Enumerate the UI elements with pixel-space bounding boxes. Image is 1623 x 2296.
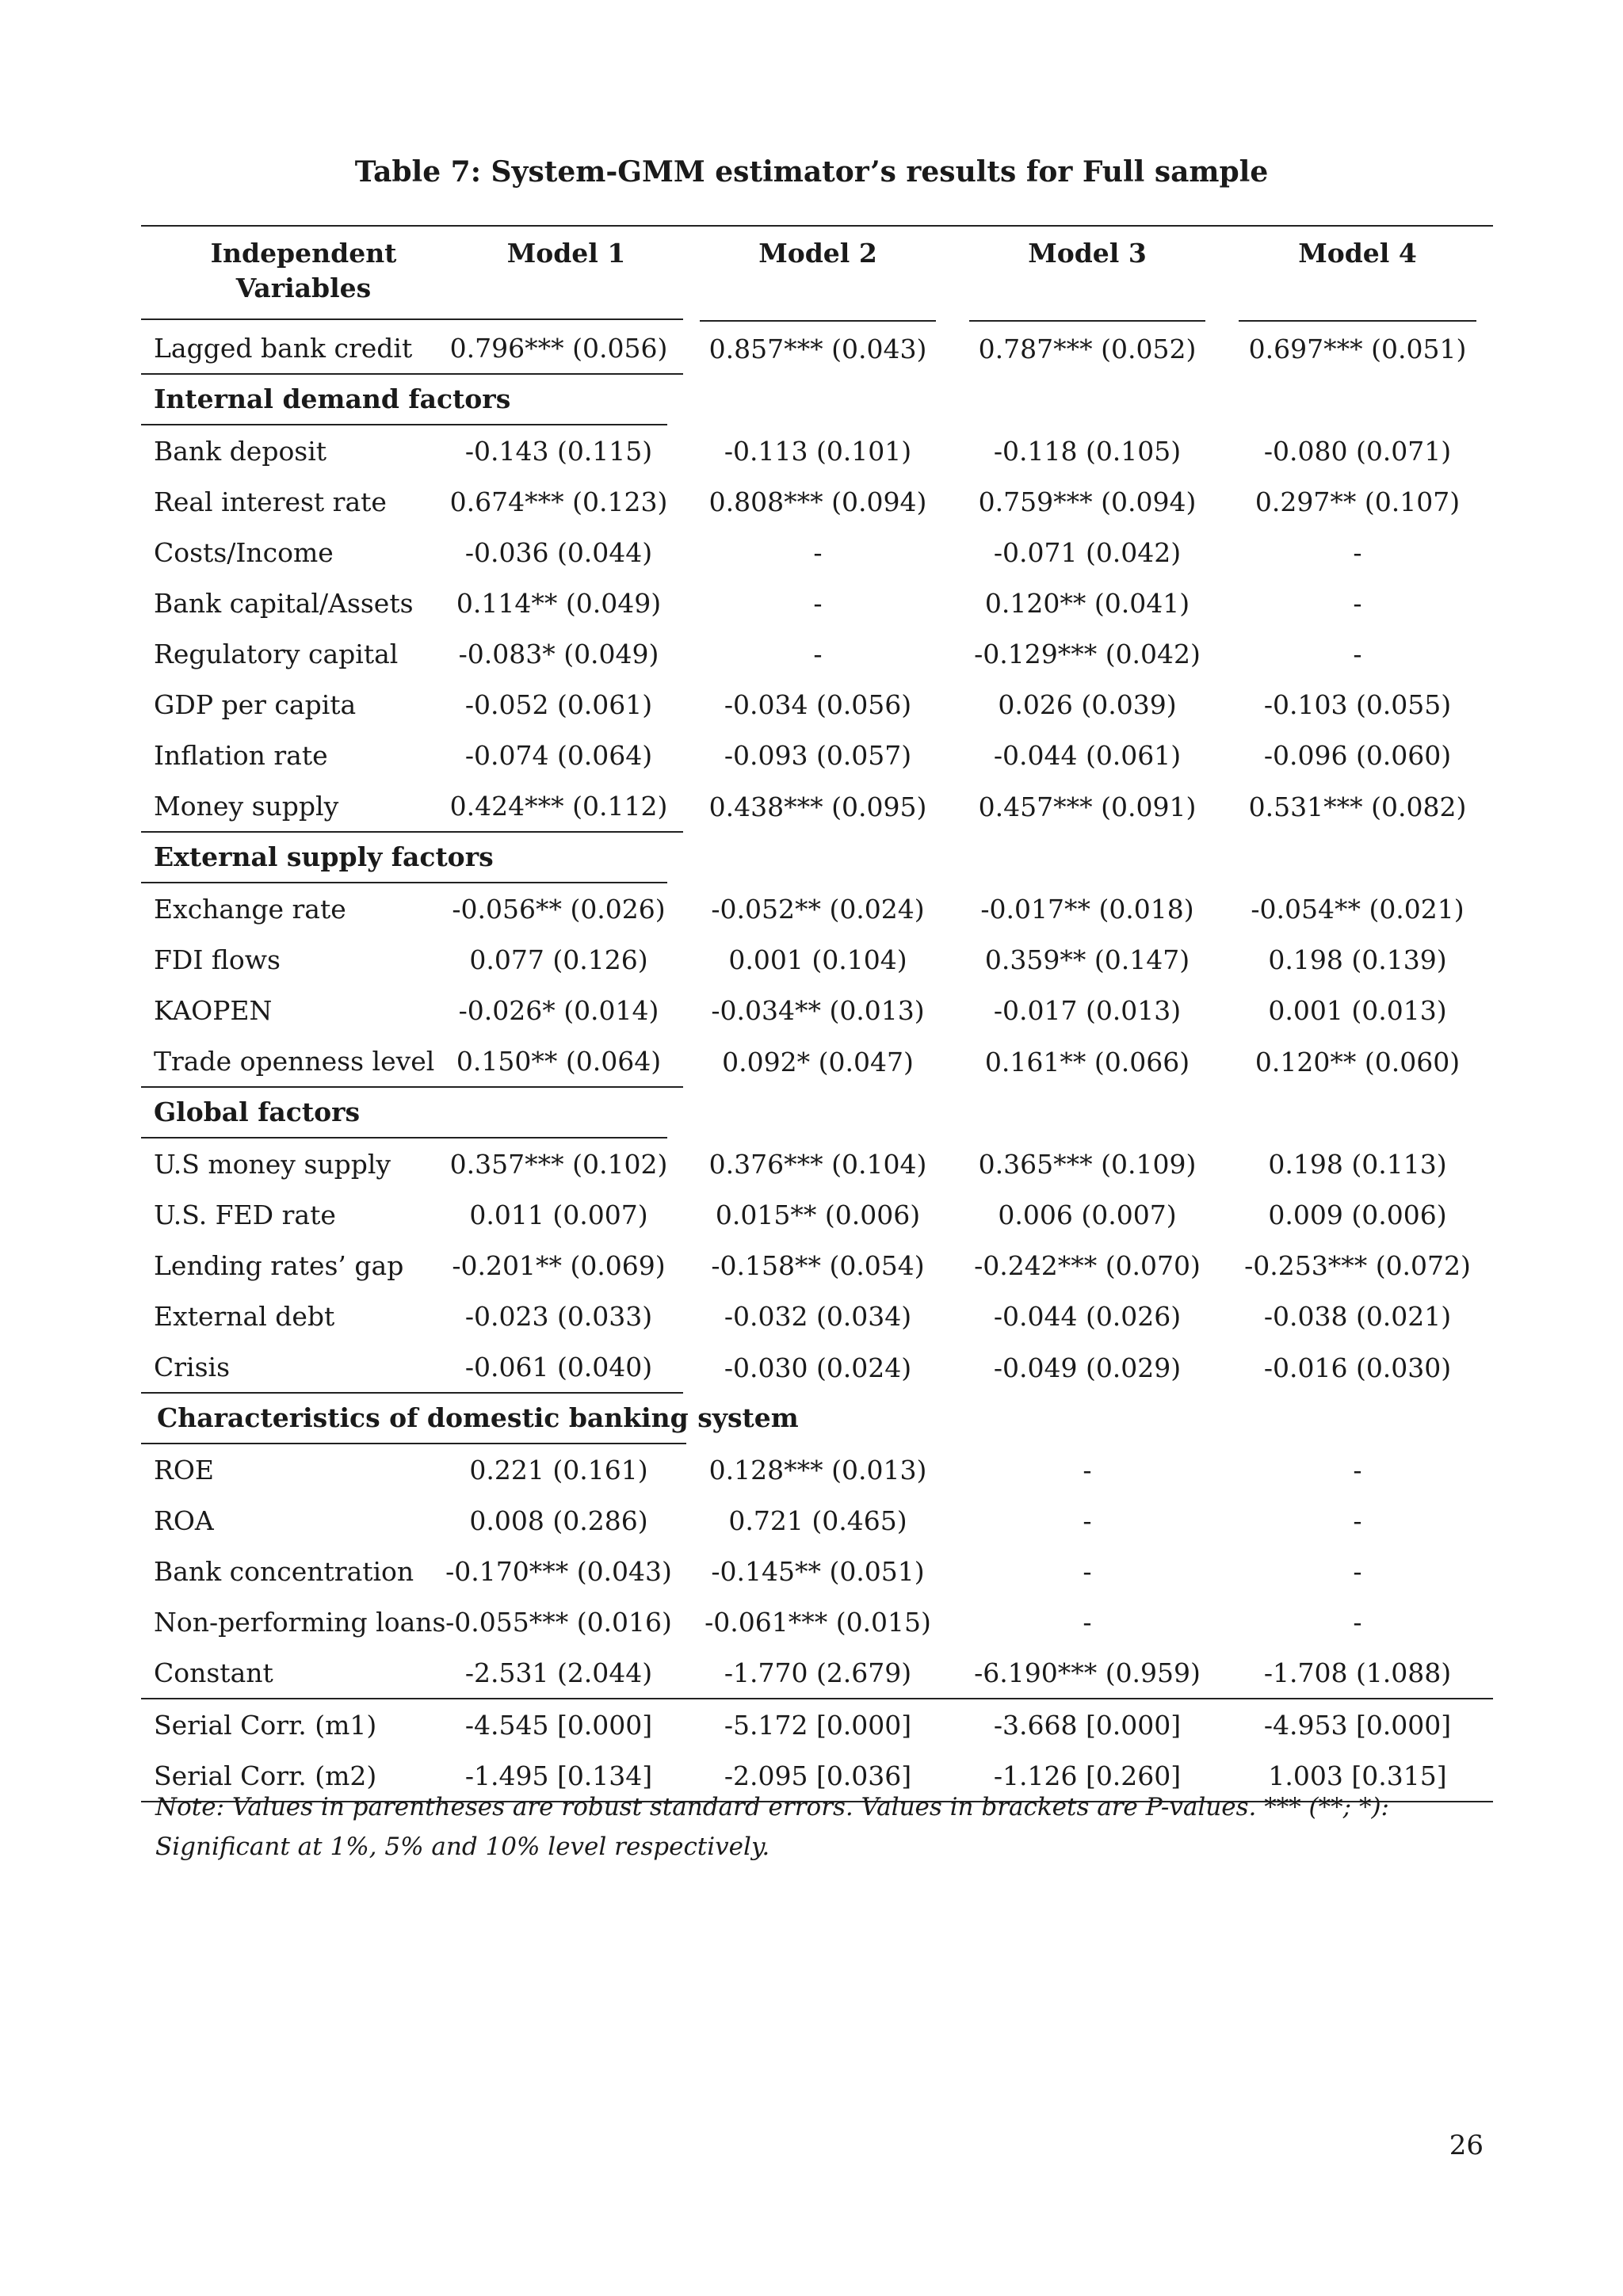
model-2-value: 0.015** (0.006) — [715, 1199, 921, 1230]
model-3-value: 0.006 (0.007) — [998, 1199, 1177, 1230]
model-4-value: 0.297** (0.107) — [1254, 486, 1461, 517]
row-label-wrap — [141, 1444, 683, 1495]
row-label-wrap — [141, 730, 683, 780]
row-label-cell — [141, 425, 683, 476]
model-2-value: -2.095 [0.036] — [683, 1750, 953, 1802]
model-4-value: 0.120** (0.060) — [1254, 1046, 1461, 1077]
results-table-container — [141, 225, 1493, 1802]
header-model-3-cell — [953, 226, 1222, 322]
row-label-wrap — [141, 1647, 683, 1698]
model-1-value: -0.052 (0.061) — [464, 688, 653, 720]
variable-name: FDI flows — [154, 944, 281, 975]
table-row — [141, 1546, 1493, 1596]
model-3-value: -0.242*** (0.070) — [974, 1249, 1201, 1281]
model-3-value: -0.017 (0.013) — [993, 994, 1182, 1026]
row-label-wrap — [141, 934, 683, 985]
row-label-wrap — [141, 679, 683, 730]
row-label-wrap — [141, 780, 683, 833]
model-4-value: -4.953 [0.000] — [1263, 1709, 1452, 1741]
variable-name: External debt — [154, 1300, 335, 1332]
row-label-wrap — [141, 1035, 683, 1088]
model-1-value: 0.357*** (0.102) — [449, 1148, 668, 1180]
header-model-2: Model 2 — [758, 238, 877, 269]
model-2-value: - — [813, 587, 823, 619]
model-1-value: -0.201** (0.069) — [452, 1249, 666, 1281]
row-label-wrap — [141, 527, 683, 578]
row-label-cell — [141, 1647, 683, 1699]
model-1-value: -0.026* (0.014) — [458, 994, 659, 1026]
table-row — [141, 527, 1493, 578]
table-note: Note: Values in parentheses are robust standard errors. Values in brackets are P-values. *** (**; *): Significant at 1%, 5% and 10% level respectively. — [155, 1793, 1389, 1861]
model-3-value: -0.044 (0.026) — [993, 1300, 1182, 1332]
model-2-value: 0.092* (0.047) — [722, 1046, 914, 1077]
model-4-value: -0.038 (0.021) — [1263, 1300, 1452, 1332]
model-1-value: 0.077 (0.126) — [469, 944, 648, 975]
variable-name: Exchange rate — [154, 893, 346, 925]
model-4-value: -0.080 (0.071) — [1263, 435, 1452, 467]
header-independent-variables — [141, 226, 683, 322]
model-3-value: -0.044 (0.061) — [993, 739, 1182, 771]
row-label-cell — [141, 934, 683, 985]
model-3-value: -0.017** (0.018) — [980, 893, 1194, 925]
variable-name: Costs/Income — [154, 536, 334, 568]
variable-name: Crisis — [154, 1351, 231, 1383]
row-label-wrap — [141, 476, 683, 527]
row-label-wrap — [141, 425, 683, 476]
model-1-value: -0.056** (0.026) — [452, 893, 666, 925]
model-3-value: - — [1083, 1505, 1092, 1536]
model-3-value: 0.457*** (0.091) — [978, 791, 1197, 822]
model-4-value: 1.003 [0.315] — [1222, 1750, 1493, 1802]
row-label-cell — [141, 322, 683, 375]
section-header-label: External supply factors — [141, 833, 667, 883]
variable-name: Real interest rate — [154, 486, 387, 517]
variable-name: ROE — [154, 1454, 214, 1486]
table-body — [141, 322, 1493, 1802]
header-model-4: Model 4 — [1298, 238, 1417, 269]
row-label-cell — [141, 578, 683, 628]
section-header-label: Global factors — [141, 1088, 667, 1138]
section-header-row — [141, 375, 1493, 425]
row-label-wrap — [141, 1341, 683, 1394]
model-3-value: 0.759*** (0.094) — [978, 486, 1197, 517]
model-3-value: -0.071 (0.042) — [993, 536, 1182, 568]
model-4-value: 0.198 (0.139) — [1268, 944, 1447, 975]
variable-name: Bank capital/Assets — [154, 587, 414, 619]
header-model-4-cell — [1222, 226, 1493, 322]
model-3-value: 0.026 (0.039) — [998, 688, 1177, 720]
row-label-cell — [141, 1138, 683, 1189]
header-model-1: Model 1 — [506, 238, 626, 269]
model-4-value: -0.016 (0.030) — [1263, 1352, 1452, 1383]
row-label-wrap — [141, 1495, 683, 1546]
row-label-wrap — [141, 883, 683, 934]
variable-name: Lagged bank credit — [154, 332, 413, 364]
table-row — [141, 934, 1493, 985]
model-2-value: 0.857*** (0.043) — [708, 333, 927, 364]
row-label-wrap — [141, 1699, 683, 1750]
section-header-row — [141, 833, 1493, 883]
section-header-cell — [141, 1088, 1493, 1138]
model-3-value: 0.365*** (0.109) — [978, 1148, 1197, 1180]
table-row — [141, 578, 1493, 628]
row-label-wrap — [141, 578, 683, 628]
row-label-wrap — [141, 1138, 683, 1189]
variable-name: Money supply — [154, 790, 339, 822]
table-row — [141, 476, 1493, 527]
header-rule-model-1 — [141, 318, 683, 320]
model-2-value: 0.438*** (0.095) — [708, 791, 927, 822]
model-4-value: -1.708 (1.088) — [1222, 1647, 1493, 1699]
model-1-value: 0.114** (0.049) — [456, 587, 662, 619]
model-1-value: 0.674*** (0.123) — [449, 486, 668, 517]
variable-name: GDP per capita — [154, 688, 357, 720]
row-label-cell — [141, 883, 683, 934]
model-1-value: 0.221 (0.161) — [469, 1454, 648, 1486]
row-label-cell — [141, 1495, 683, 1546]
model-2-value: -0.093 (0.057) — [724, 739, 912, 771]
model-4-value: -0.096 (0.060) — [1263, 739, 1452, 771]
row-label-cell — [141, 1699, 683, 1750]
row-label-wrap — [141, 322, 683, 375]
results-table — [141, 225, 1493, 1802]
variable-name: Trade openness level — [154, 1045, 435, 1077]
table-title: Table 7: System-GMM estimator’s results for Full sample — [354, 155, 1269, 189]
model-1-value: 0.424*** (0.112) — [449, 790, 668, 822]
section-header-cell — [141, 375, 1493, 425]
row-label-wrap — [141, 1546, 683, 1596]
model-4-value: - — [1353, 536, 1362, 568]
model-1-value: 0.150** (0.064) — [456, 1045, 662, 1077]
model-3-value: 0.787*** (0.052) — [978, 333, 1197, 364]
row-label-cell — [141, 679, 683, 730]
row-label-wrap — [141, 1596, 683, 1647]
model-1-value: -0.061 (0.040) — [464, 1351, 653, 1383]
section-header-row — [141, 1088, 1493, 1138]
table-header-row — [141, 226, 1493, 322]
model-2-value: -0.052** (0.024) — [711, 893, 925, 925]
model-3-value: 0.161** (0.066) — [984, 1046, 1190, 1077]
model-2-value: 0.721 (0.465) — [728, 1505, 907, 1536]
variable-name: Serial Corr. (m1) — [154, 1709, 377, 1741]
row-label-cell — [141, 1189, 683, 1240]
model-1-value: -2.531 (2.044) — [464, 1657, 653, 1688]
table-row — [141, 1596, 1493, 1647]
table-row — [141, 1495, 1493, 1546]
table-row — [141, 730, 1493, 780]
model-2-value: -0.145** (0.051) — [711, 1555, 925, 1587]
table-row — [141, 780, 1493, 833]
row-label-cell — [141, 985, 683, 1035]
row-label-cell — [141, 1291, 683, 1341]
row-label-cell — [141, 1035, 683, 1088]
table-row — [141, 1341, 1493, 1394]
table-row — [141, 1138, 1493, 1189]
table-row — [141, 322, 1493, 375]
model-3-value: - — [1083, 1606, 1092, 1638]
header-model-2-cell — [683, 226, 953, 322]
variable-name: KAOPEN — [154, 994, 273, 1026]
table-row — [141, 1240, 1493, 1291]
model-3-value: -0.049 (0.029) — [993, 1352, 1182, 1383]
page-number: 26 — [1449, 2130, 1484, 2161]
model-4-value: -0.103 (0.055) — [1263, 688, 1452, 720]
model-1-value: 0.011 (0.007) — [469, 1199, 648, 1230]
row-label-cell — [141, 780, 683, 833]
variable-name: U.S. FED rate — [154, 1199, 336, 1230]
table-row — [141, 1189, 1493, 1240]
model-4-value: - — [1353, 1454, 1362, 1486]
model-1-value: -0.055*** (0.016) — [445, 1606, 672, 1638]
row-label-cell — [141, 1341, 683, 1394]
variable-name: Inflation rate — [154, 739, 328, 771]
model-4-value: - — [1353, 1505, 1362, 1536]
model-3-value: -1.126 [0.260] — [953, 1750, 1222, 1802]
table-row — [141, 1699, 1493, 1750]
model-3-value: -6.190*** (0.959) — [953, 1647, 1222, 1699]
model-2-value: 0.376*** (0.104) — [708, 1148, 927, 1180]
table-row — [141, 628, 1493, 679]
row-label-wrap — [141, 985, 683, 1035]
model-4-value: 0.531*** (0.082) — [1248, 791, 1467, 822]
row-label-cell — [141, 628, 683, 679]
model-1-value: -0.083* (0.049) — [458, 638, 659, 669]
model-3-value: 0.359** (0.147) — [984, 944, 1190, 975]
model-2-value: -0.158** (0.054) — [711, 1249, 925, 1281]
model-4-value: 0.198 (0.113) — [1268, 1148, 1447, 1180]
row-label-cell — [141, 1596, 683, 1647]
model-1-value: -0.143 (0.115) — [464, 435, 653, 467]
model-4-value: - — [1353, 638, 1362, 669]
variable-name: Serial Corr. (m2) — [154, 1760, 377, 1791]
variable-name: U.S money supply — [154, 1148, 391, 1180]
row-label-wrap — [141, 628, 683, 679]
row-label-wrap — [141, 1240, 683, 1291]
model-2-value: -0.032 (0.034) — [724, 1300, 912, 1332]
section-header-label: Internal demand factors — [141, 375, 667, 425]
table-row — [141, 883, 1493, 934]
model-2-value: 0.808*** (0.094) — [708, 486, 927, 517]
header-rule-model-4 — [1239, 320, 1476, 322]
model-1-value: 0.796*** (0.056) — [449, 332, 668, 364]
model-4-value: - — [1353, 587, 1362, 619]
model-2-value: -0.030 (0.024) — [724, 1352, 912, 1383]
model-4-value: 0.001 (0.013) — [1268, 994, 1447, 1026]
model-1-value: -0.074 (0.064) — [464, 739, 653, 771]
variable-name: Non-performing loans — [154, 1606, 446, 1638]
row-label-cell — [141, 527, 683, 578]
model-3-value: -0.118 (0.105) — [993, 435, 1182, 467]
model-4-value: 0.697*** (0.051) — [1248, 333, 1467, 364]
model-1-value: 0.008 (0.286) — [469, 1505, 648, 1536]
table-row — [141, 985, 1493, 1035]
model-2-value: 0.128*** (0.013) — [708, 1454, 927, 1486]
model-2-value: -1.770 (2.679) — [683, 1647, 953, 1699]
model-4-value: -0.054** (0.021) — [1251, 893, 1465, 925]
row-label-cell — [141, 476, 683, 527]
model-1-value: -0.036 (0.044) — [464, 536, 653, 568]
variable-name: Lending rates’ gap — [154, 1249, 404, 1281]
model-2-value: -0.113 (0.101) — [724, 435, 912, 467]
model-4-value: - — [1353, 1555, 1362, 1587]
variable-name: Constant — [154, 1657, 273, 1688]
header-independent-label: Independent Variables — [210, 238, 397, 303]
model-2-value: 0.001 (0.104) — [728, 944, 907, 975]
section-header-cell — [141, 833, 1493, 883]
table-row — [141, 1444, 1493, 1495]
table-row — [141, 1291, 1493, 1341]
model-2-value: -5.172 [0.000] — [724, 1709, 912, 1741]
variable-name: Regulatory capital — [154, 638, 399, 669]
section-header-label: Characteristics of domestic banking system — [141, 1394, 686, 1444]
header-rule-model-2 — [700, 320, 935, 322]
model-3-value: -0.129*** (0.042) — [974, 638, 1201, 669]
row-label-cell — [141, 730, 683, 780]
row-label-wrap — [141, 1189, 683, 1240]
model-2-value: -0.061*** (0.015) — [705, 1606, 931, 1638]
row-label-cell — [141, 1444, 683, 1495]
model-3-value: - — [1083, 1454, 1092, 1486]
table-row — [141, 679, 1493, 730]
model-3-value: 0.120** (0.041) — [984, 587, 1190, 619]
section-header-cell — [141, 1394, 1493, 1444]
row-label-cell — [141, 1546, 683, 1596]
table-row — [141, 1647, 1493, 1699]
model-4-value: -0.253*** (0.072) — [1244, 1249, 1471, 1281]
table-row — [141, 425, 1493, 476]
model-1-value: -1.495 [0.134] — [464, 1760, 653, 1791]
row-label-cell — [141, 1240, 683, 1291]
header-model-3: Model 3 — [1028, 238, 1147, 269]
model-2-value: - — [813, 638, 823, 669]
model-2-value: -0.034 (0.056) — [724, 688, 912, 720]
model-2-value: -0.034** (0.013) — [711, 994, 925, 1026]
variable-name: ROA — [154, 1505, 214, 1536]
model-2-value: - — [813, 536, 823, 568]
variable-name: Bank deposit — [154, 435, 327, 467]
model-1-value: -4.545 [0.000] — [464, 1709, 653, 1741]
model-3-value: -3.668 [0.000] — [993, 1709, 1182, 1741]
model-1-value: -0.170*** (0.043) — [445, 1555, 672, 1587]
model-3-value: - — [1083, 1555, 1092, 1587]
variable-name: Bank concentration — [154, 1555, 414, 1587]
header-rule-model-3 — [969, 320, 1205, 322]
section-header-row — [141, 1394, 1493, 1444]
model-4-value: 0.009 (0.006) — [1268, 1199, 1447, 1230]
model-4-value: - — [1353, 1606, 1362, 1638]
row-label-wrap — [141, 1291, 683, 1341]
table-row — [141, 1035, 1493, 1088]
model-1-value: -0.023 (0.033) — [464, 1300, 653, 1332]
